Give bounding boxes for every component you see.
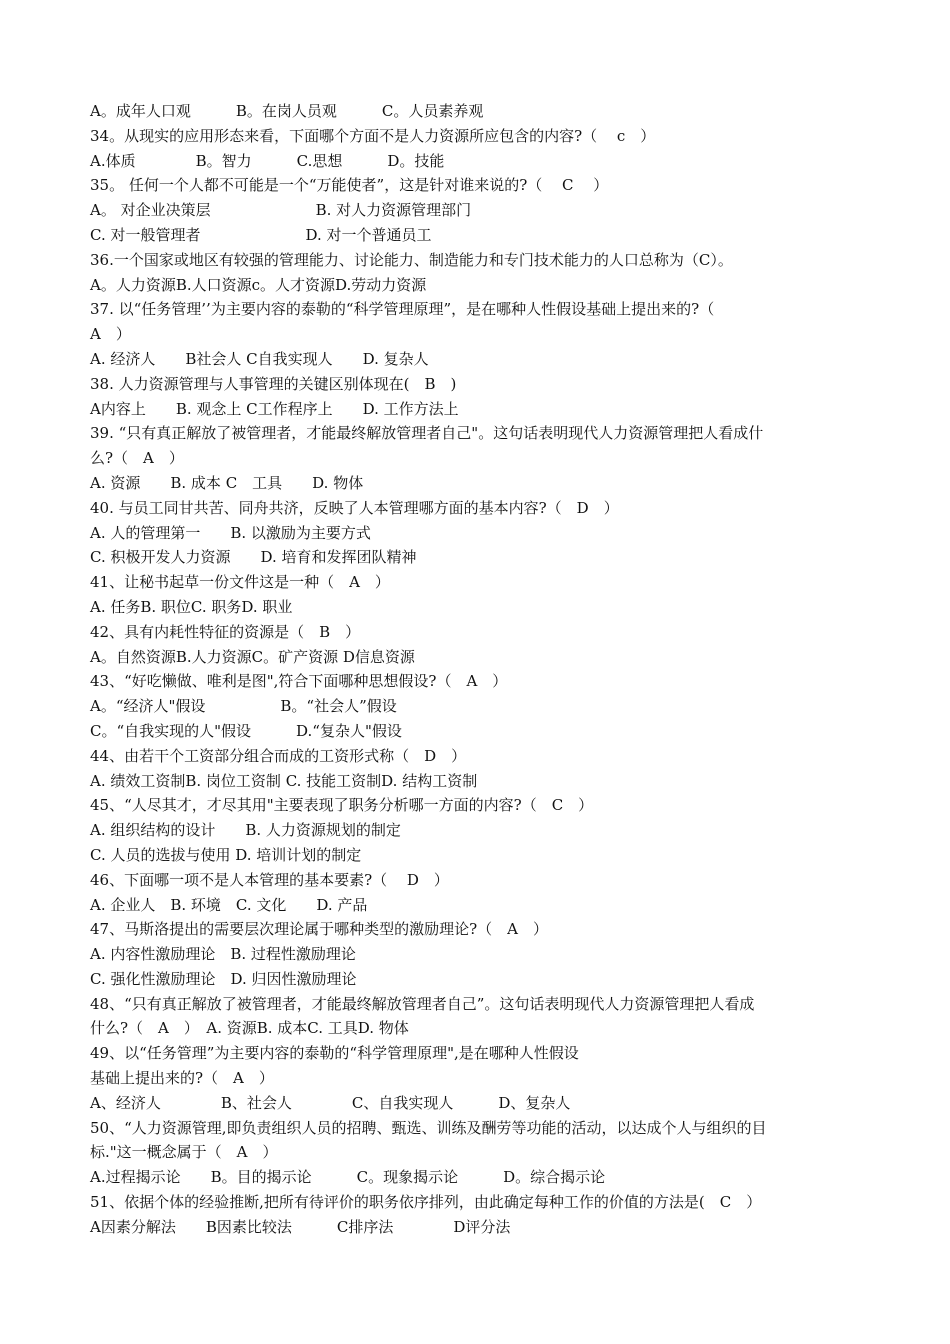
options-line: A。人力资源B.人口资源c。人才资源D.劳动力资源 xyxy=(90,275,427,294)
options-line: A. 任务B. 职位C. 职务D. 职业 xyxy=(90,597,293,616)
options-line: A。自然资源B.人力资源C。矿产资源 D信息资源 xyxy=(90,647,415,666)
question-line: 44、由若干个工资部分组合而成的工资形式称（ D ） xyxy=(90,746,467,765)
question-line: 48、“只有真正解放了被管理者，才能最终解放管理者自己”。这句话表明现代人力资源管理把人看成 xyxy=(90,994,755,1013)
options-line: A、经济人 B、社会人 C、自我实现人 D、复杂人 xyxy=(90,1093,571,1112)
question-line: 36.一个国家或地区有较强的管理能力、讨论能力、制造能力和专门技术能力的人口总称为（C）。 xyxy=(90,250,733,269)
question-line: 39. “只有真正解放了被管理者，才能最终解放管理者自己"。这句话表明现代人力资源管理把人看成什 xyxy=(90,424,764,443)
question-line: 43、“好吃懒做、唯利是图",符合下面哪种思想假设?（ A ） xyxy=(90,672,508,691)
document-page xyxy=(90,99,860,1240)
question-line: 45、“人尽其才，才尽其用"主要表现了职务分析哪一方面的内容?（ C ） xyxy=(90,796,594,815)
options-line: C. 积极开发人力资源 D. 培育和发挥团队精神 xyxy=(90,548,417,567)
question-line: 35。 任何一个人都不可能是一个“万能使者”，这是针对谁来说的?（ C ） xyxy=(90,176,609,195)
question-line: 40. 与员工同甘共苦、同舟共济，反映了人本管理哪方面的基本内容?（ D ） xyxy=(90,498,619,517)
options-line: A。“经济人"假设 B。“社会人”假设 xyxy=(90,697,397,716)
question-line: 标."这一概念属于（ A ） xyxy=(90,1143,278,1162)
options-line: C. 对一般管理者 D. 对一个普通员工 xyxy=(90,225,432,244)
question-line: 50、“人力资源管理,即负责组织人员的招聘、甄选、训练及酬劳等功能的活动，以达成个人与组织的目 xyxy=(90,1118,767,1137)
question-line: 34。从现实的应用形态来看，下面哪个方面不是人力资源所应包含的内容?（ c ） xyxy=(90,126,656,145)
options-line: A. 内容性激励理论 B. 过程性激励理论 xyxy=(90,945,356,964)
question-line: A ） xyxy=(90,325,131,344)
question-line: 42、具有内耗性特征的资源是（ B ） xyxy=(90,622,361,641)
options-line: A.过程揭示论 B。目的揭示论 C。现象揭示论 D。综合揭示论 xyxy=(90,1168,606,1187)
question-line: 51、依据个体的经验推断,把所有待评价的职务依序排列，由此确定每种工作的价值的方法是( C ） xyxy=(90,1193,762,1212)
options-line: C。“自我实现的人"假设 D.“复杂人"假设 xyxy=(90,721,402,740)
options-line: A内容上 B. 观念上 C工作程序上 D. 工作方法上 xyxy=(90,399,459,418)
options-line: C. 人员的选拔与使用 D. 培训计划的制定 xyxy=(90,845,362,864)
options-line: A. 资源 B. 成本 C 工具 D. 物体 xyxy=(90,473,364,492)
question-line: 37. 以“任务管理’’为主要内容的泰勒的“科学管理原理”，是在哪种人性假设基础上提出来的?（ xyxy=(90,300,715,319)
question-line: 基础上提出来的?（ A ） xyxy=(90,1069,274,1088)
options-line: A因素分解法 B因素比较法 C排序法 D评分法 xyxy=(90,1217,511,1236)
options-line: C. 强化性激励理论 D. 归因性激励理论 xyxy=(90,969,357,988)
options-line: A。 对企业决策层 B. 对人力资源管理部门 xyxy=(90,201,472,220)
options-line: A. 经济人 B社会人 C自我实现人 D. 复杂人 xyxy=(90,349,429,368)
options-line: A. 人的管理第一 B. 以激励为主要方式 xyxy=(90,523,371,542)
question-line: 49、以“任务管理”为主要内容的泰勒的“科学管理原理",是在哪种人性假设 xyxy=(90,1044,579,1063)
question-line: 46、下面哪一项不是人本管理的基本要素?（ D ） xyxy=(90,870,449,889)
options-line: A. 企业人 B. 环境 C. 文化 D. 产品 xyxy=(90,895,368,914)
question-line: 47、马斯洛提出的需要层次理论属于哪种类型的激励理论?（ A ） xyxy=(90,920,548,939)
options-line: A.体质 B。智力 C.思想 D。技能 xyxy=(90,151,445,170)
question-line: 38. 人力资源管理与人事管理的关键区别体现在( B ) xyxy=(90,374,457,393)
question-line: 41、让秘书起草一份文件这是一种（ A ） xyxy=(90,573,390,592)
question-line: 什么?（ A ） A. 资源B. 成本C. 工具D. 物体 xyxy=(90,1019,409,1038)
question-line: 么?（ A ） xyxy=(90,449,184,468)
options-line: A. 绩效工资制B. 岗位工资制 C. 技能工资制D. 结构工资制 xyxy=(90,771,478,790)
text-line: A。成年人口观 B。在岗人员观 C。人员素养观 xyxy=(90,102,484,120)
options-line: A. 组织结构的设计 B. 人力资源规划的制定 xyxy=(90,821,401,840)
